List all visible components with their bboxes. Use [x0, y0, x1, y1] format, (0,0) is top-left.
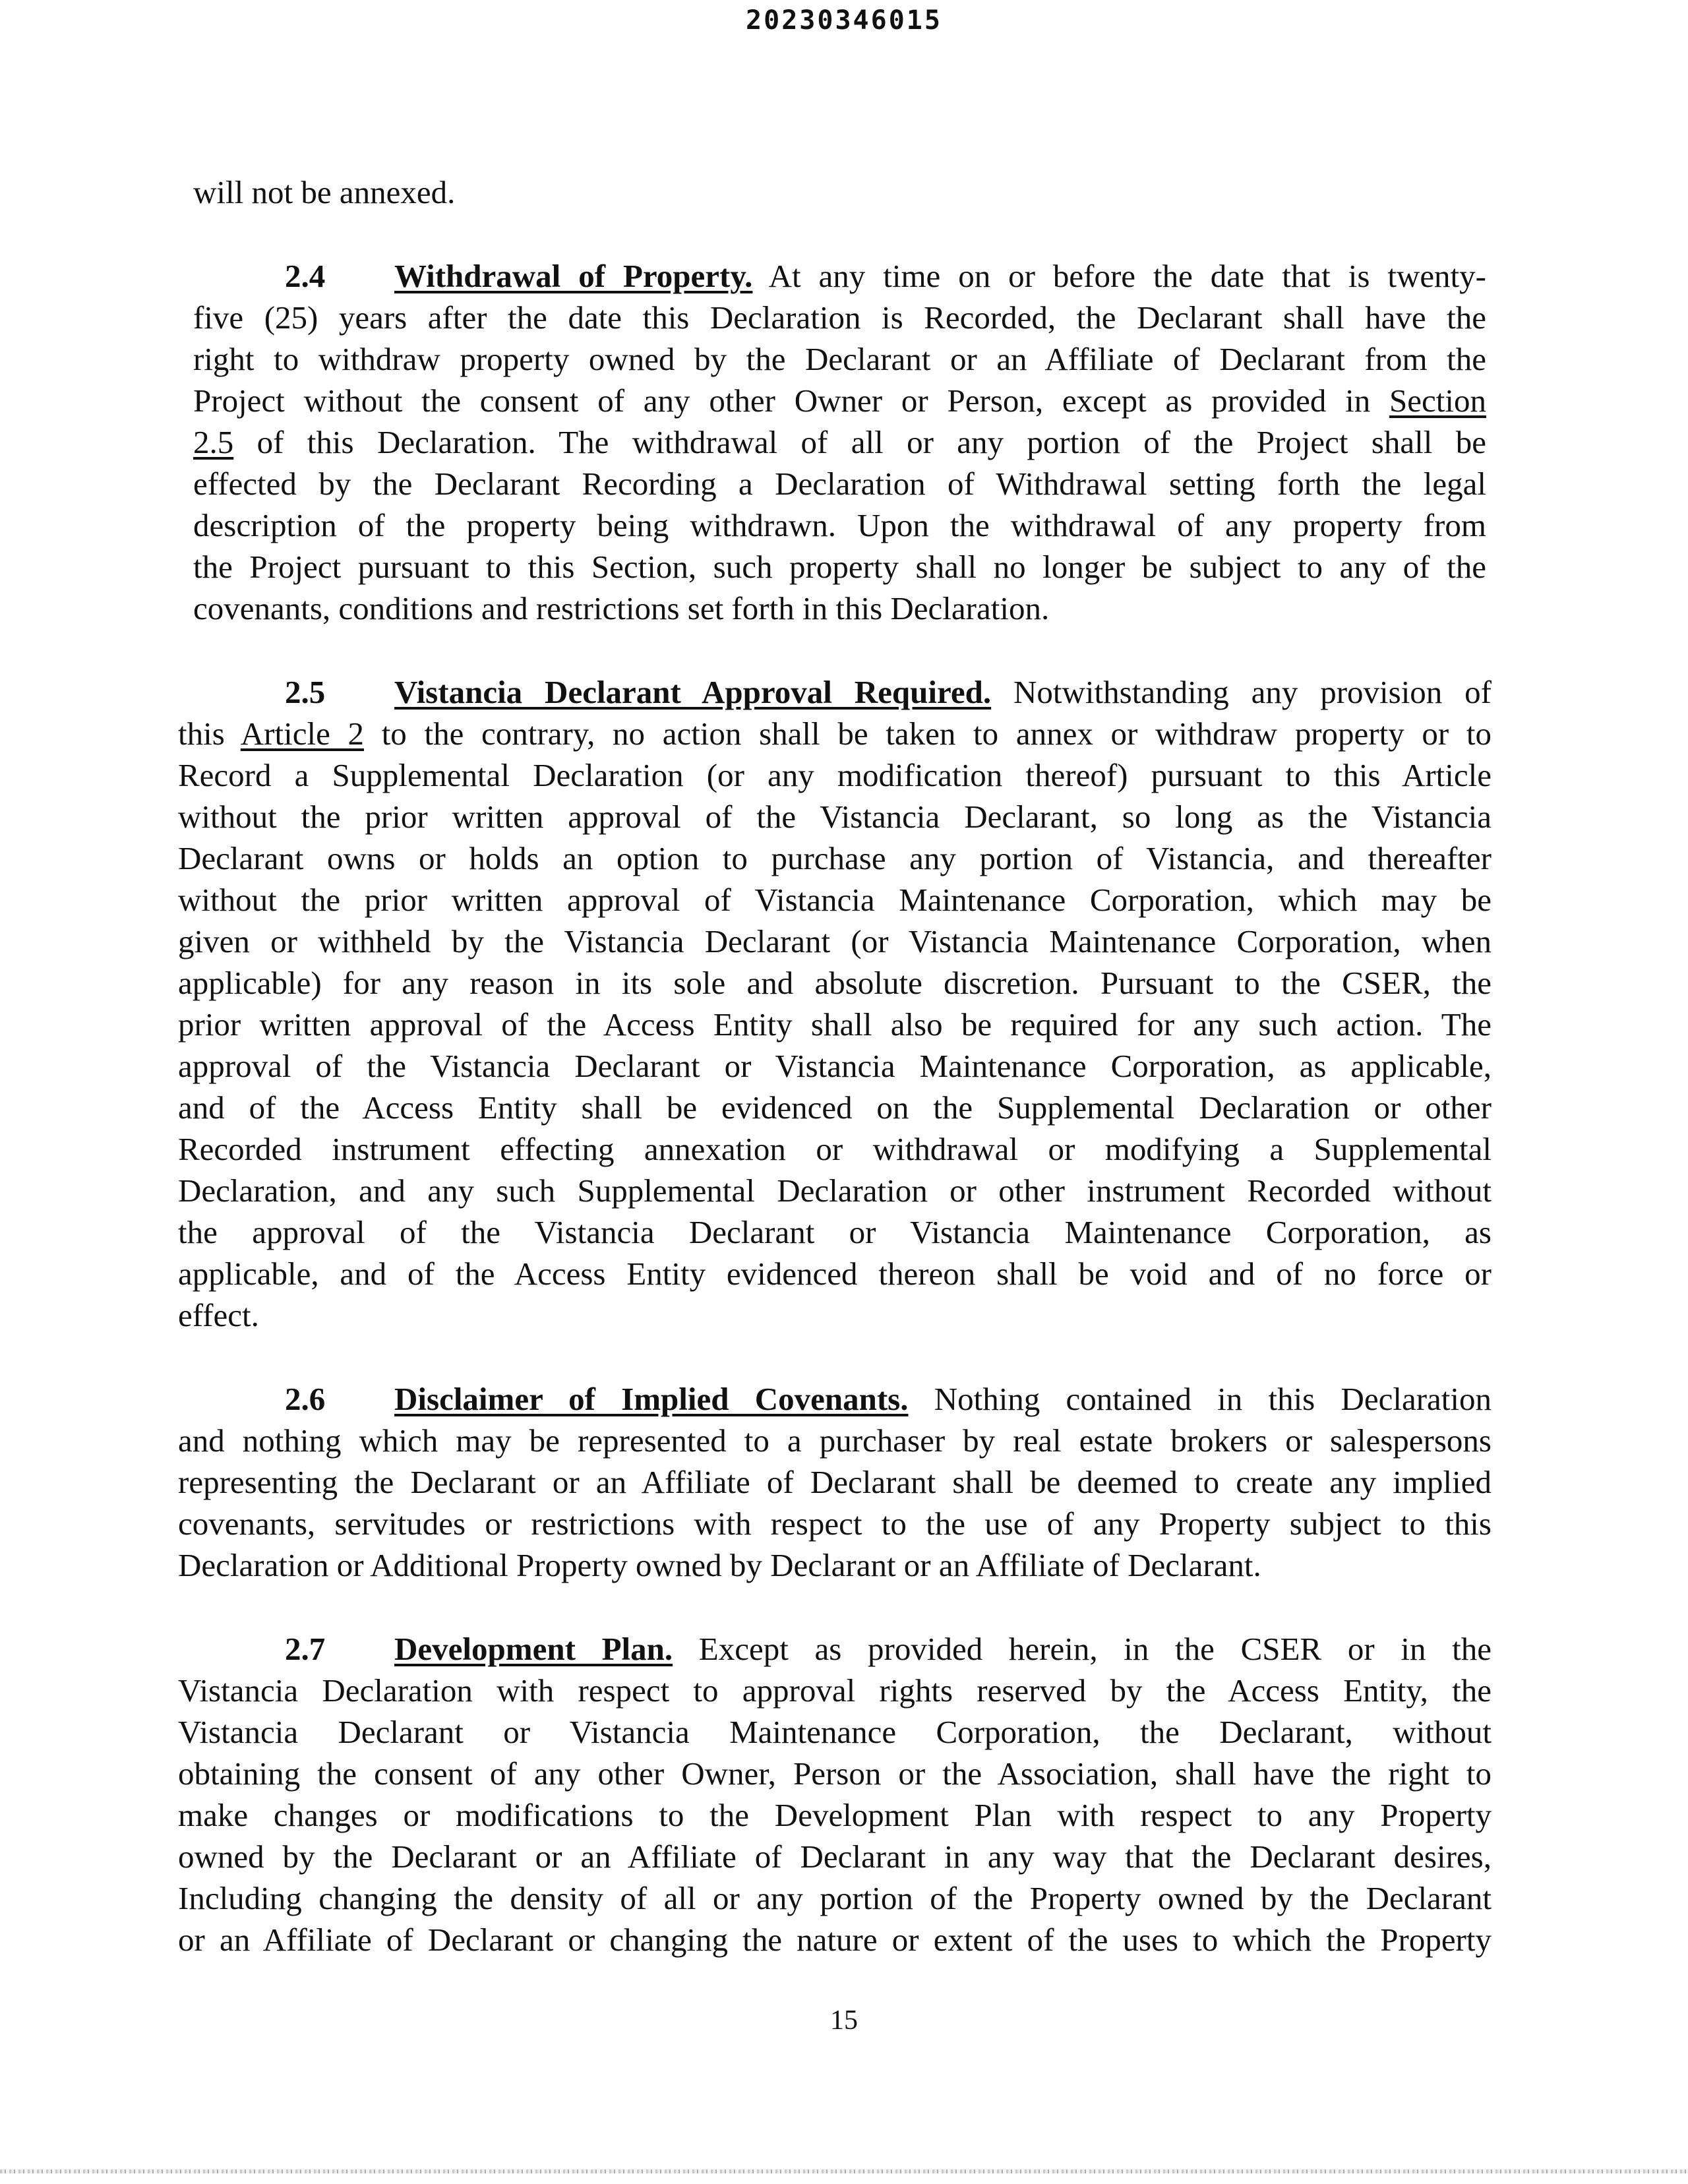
section-line: Declaration or Additional Property owned by Declarant or an Affiliate of Declarant. — [178, 1547, 1261, 1583]
section-line: description of the property being withdrawn. Upon the withdrawal of any property from — [193, 507, 1486, 543]
section-line: applicable) for any reason in its sole and absolute discretion. Pursuant to the CSER, the — [178, 965, 1492, 1001]
section-title: Disclaimer of Implied Covenants. — [394, 1381, 909, 1417]
section-line: Recorded instrument effecting annexation or withdrawal or modifying a Supplemental — [178, 1131, 1492, 1167]
section-text: Notwithstanding any provision of — [991, 674, 1492, 710]
section-title: Vistancia Declarant Approval Required. — [394, 674, 992, 710]
section-number: 2.4 — [285, 258, 326, 294]
section-line: given or withheld by the Vistancia Declarant (or Vistancia Maintenance Corporation, when — [178, 923, 1492, 959]
section-line: obtaining the consent of any other Owner, Person or the Association, shall have the right to — [178, 1755, 1492, 1792]
scan-edge-artifact — [0, 2169, 1688, 2173]
section-line: Record a Supplemental Declaration (or any modification thereof) pursuant to this Article — [178, 757, 1492, 793]
section-line: and nothing which may be represented to a purchaser by real estate brokers or salespersons — [178, 1422, 1492, 1459]
section-number: 2.7 — [285, 1631, 326, 1667]
section-line: Declarant owns or holds an option to purchase any portion of Vistancia, and thereafter — [178, 840, 1492, 876]
section-line: owned by the Declarant or an Affiliate of Declarant in any way that the Declarant desires, — [178, 1838, 1492, 1875]
section-title: Withdrawal of Property. — [394, 258, 753, 294]
section-line: applicable, and of the Access Entity evidenced thereon shall be void and of no force or — [178, 1256, 1492, 1292]
section-line: representing the Declarant or an Affiliate of Declarant shall be deemed to create any implied — [178, 1464, 1492, 1500]
section-text: Except as provided herein, in the CSER or in the — [673, 1631, 1492, 1667]
recording-number: 20230346015 — [746, 5, 942, 36]
section-text: At any time on or before the date that is twenty- — [752, 258, 1486, 294]
section-line: effected by the Declarant Recording a Declaration of Withdrawal setting forth the legal — [193, 466, 1486, 502]
section-text: of this Declaration. The withdrawal of all or any portion of the Project shall be — [233, 424, 1486, 460]
section-line: covenants, conditions and restrictions set forth in this Declaration. — [193, 590, 1050, 626]
section-line: make changes or modifications to the Development Plan with respect to any Property — [178, 1797, 1492, 1833]
section-line: effect. — [178, 1297, 259, 1333]
section-line: the Project pursuant to this Section, such property shall no longer be subject to any of the — [193, 549, 1486, 585]
section-line: Including changing the density of all or any portion of the Property owned by the Declarant — [178, 1880, 1492, 1916]
section-line — [285, 257, 1486, 296]
section-line: without the prior written approval of the Vistancia Declarant, so long as the Vistancia — [178, 799, 1492, 835]
section-line — [178, 714, 1492, 754]
section-number: 2.5 — [285, 674, 326, 710]
section-line — [285, 673, 1492, 712]
section-line: Declaration, and any such Supplemental Declaration or other instrument Recorded without — [178, 1172, 1492, 1209]
section-line: without the prior written approval of Vistancia Maintenance Corporation, which may be — [178, 882, 1492, 918]
section-line: approval of the Vistancia Declarant or Vistancia Maintenance Corporation, as applicable, — [178, 1048, 1492, 1084]
section-text: this — [178, 715, 241, 752]
page-number: 15 — [830, 2005, 858, 2036]
section-line: Vistancia Declaration with respect to approval rights reserved by the Access Entity, the — [178, 1672, 1492, 1709]
section-number: 2.6 — [285, 1381, 326, 1417]
section-line: five (25) years after the date this Declaration is Recorded, the Declarant shall have the — [193, 299, 1486, 336]
section-reference-link[interactable]: 2.5 — [193, 424, 234, 460]
intro-fragment: will not be annexed. — [193, 174, 456, 210]
section-text: to the contrary, no action shall be taken to annex or withdraw property or to — [364, 715, 1492, 752]
section-line — [285, 1380, 1492, 1419]
section-text: Project without the consent of any other Owner or Person, except as provided in — [193, 382, 1390, 419]
section-line: Vistancia Declarant or Vistancia Maintenance Corporation, the Declarant, without — [178, 1714, 1492, 1750]
section-line — [285, 1629, 1492, 1669]
section-line: and of the Access Entity shall be evidenced on the Supplemental Declaration or other — [178, 1089, 1492, 1126]
section-line — [193, 423, 1486, 462]
section-reference-link[interactable]: Section — [1389, 382, 1486, 419]
section-line — [193, 381, 1486, 421]
section-line: covenants, servitudes or restrictions with respect to the use of any Property subject to this — [178, 1505, 1492, 1542]
section-line: prior written approval of the Access Entity shall also be required for any such action. The — [178, 1006, 1492, 1043]
section-line: the approval of the Vistancia Declarant or Vistancia Maintenance Corporation, as — [178, 1214, 1492, 1250]
section-title: Development Plan. — [394, 1631, 673, 1667]
section-text: Nothing contained in this Declaration — [908, 1381, 1492, 1417]
article-reference-link[interactable]: Article 2 — [240, 715, 365, 752]
section-line: right to withdraw property owned by the Declarant or an Affiliate of Declarant from the — [193, 341, 1486, 377]
section-line: or an Affiliate of Declarant or changing the nature or extent of the uses to which the Property — [178, 1922, 1492, 1958]
